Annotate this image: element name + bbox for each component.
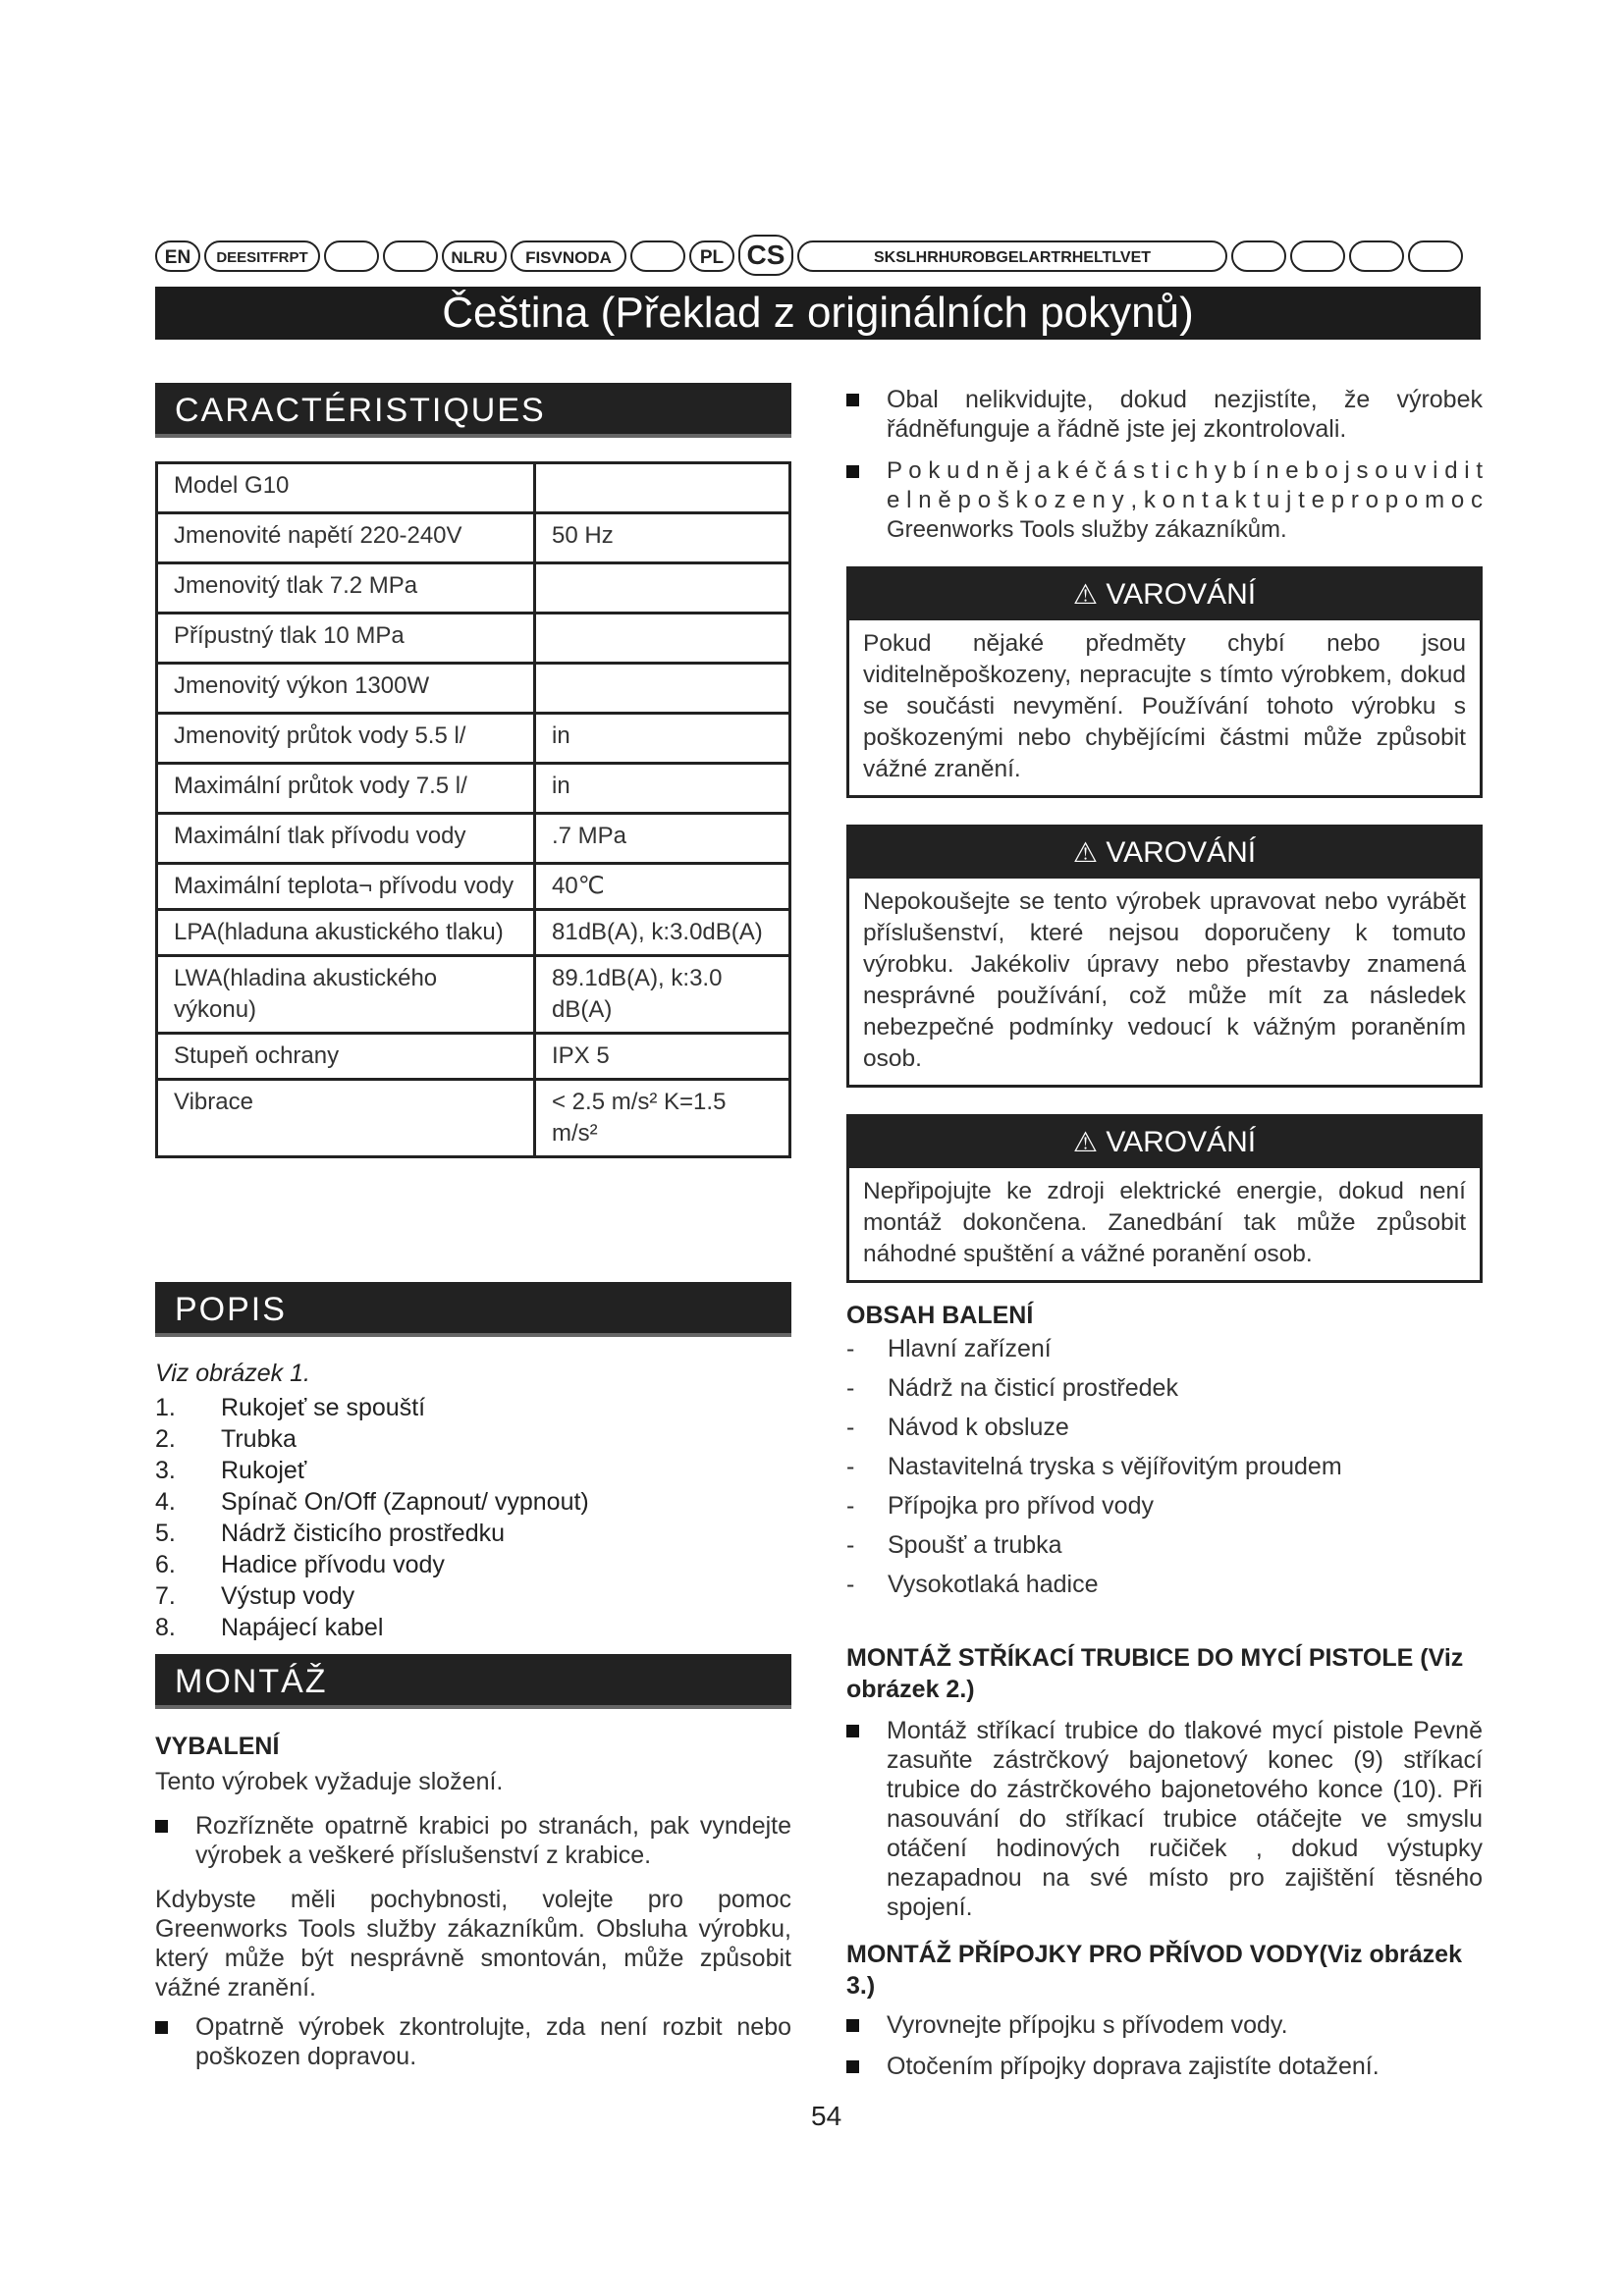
item-text: Návod k obsluze — [888, 1414, 1069, 1441]
bullet-item — [846, 2052, 1483, 2081]
table-row — [157, 764, 790, 814]
item-number: 7. — [155, 1582, 176, 1610]
spec-key: Stupeň ochrany — [157, 1034, 535, 1080]
bullet-item — [155, 1811, 791, 1870]
spec-value: 50 Hz — [535, 513, 790, 563]
list-item — [155, 1455, 589, 1486]
bullet-text: Rozřízněte opatrně krabici po stranách, pak vyndejte výrobek a veškeré příslušenství z krabice. — [195, 1812, 791, 1869]
spec-value: in — [535, 714, 790, 764]
subheading-montaz-pripojky: MONTÁŽ PŘÍPOJKY PRO PŘÍVOD VODY(Viz obrázek 3.) — [846, 1941, 1462, 2000]
list-item: - Hlavní zařízení — [846, 1335, 1342, 1374]
warning-text: Pokud nějaké předměty chybí nebo jsou viditelněpoškozeny, nepracujte s tímto výrobkem, dokud se součásti nevymění. Používání tohoto výrobku s poškozenými nebo chybějícími částmi může způsobit vážné zranění. — [863, 630, 1466, 782]
language-bar — [155, 240, 1481, 276]
list-item: - Přípojka pro přívod vody — [846, 1492, 1342, 1531]
specifications-table — [155, 461, 791, 1158]
lang-pill-empty — [1408, 240, 1463, 272]
item-text: Rukojeť — [221, 1457, 307, 1484]
warning-triangle-icon: ⚠ — [1072, 837, 1098, 868]
lang-pill-empty — [1349, 240, 1404, 272]
table-row — [157, 956, 790, 1034]
list-item: - Nádrž na čisticí prostředek — [846, 1374, 1342, 1414]
spec-key: LPA(hladuna akustického tlaku) — [157, 910, 535, 956]
bullet-text: Montáž stříkací trubice do tlakové mycí pistole Pevně zasuňte zástrčkový bajonetový konec (9) stříkací trubice do zástrčkového bajonetového konce (10). Při nasouvání do stříkací trubice otáčejte ve smyslu otáčení hodinových ručiček , dokud výstupky nezapadnou na své místo pro zajištění těsného spojení. — [887, 1717, 1483, 1921]
list-item — [155, 1612, 589, 1643]
item-text: Přípojka pro přívod vody — [888, 1492, 1154, 1520]
warning-box — [846, 566, 1483, 798]
spec-value: 40℃ — [535, 864, 790, 910]
bullet-item — [846, 385, 1483, 444]
warning-text: Nepřipojujte ke zdroji elektrické energie, dokud není montáž dokončena. Zanedbání tak může způsobit náhodné spuštění a vážné poranění osob. — [863, 1178, 1466, 1267]
lang-pill-fi-sv-no-da: FISVNODA — [511, 240, 626, 272]
lang-pill-en: EN — [155, 240, 200, 272]
list-item — [155, 1392, 589, 1423]
table-row — [157, 463, 790, 513]
bullet-square-icon — [846, 2060, 859, 2073]
package-contents-list — [846, 1335, 1342, 1610]
list-item: - Spoušť a trubka — [846, 1531, 1342, 1571]
spec-key: Jmenovitý průtok vody 5.5 l/ — [157, 714, 535, 764]
warning-text: Nepokoušejte se tento výrobek upravovat nebo vyrábět příslušenství, které nejsou doporučeny k tomuto výrobku. Jakékoliv úpravy nebo přestavby znamená nesprávné používání, což může mít za následek nebezpečné podmínky vedoucí k vážným poraněním osob. — [863, 888, 1466, 1072]
item-number: 2. — [155, 1425, 176, 1453]
warning-box — [846, 1114, 1483, 1283]
item-text: Výstup vody — [221, 1582, 355, 1610]
list-item — [155, 1423, 589, 1455]
spec-key: Jmenovitý tlak 7.2 MPa — [157, 563, 535, 614]
table-row — [157, 664, 790, 714]
list-item — [155, 1518, 589, 1549]
section-heading-montaz: MONTÁŽ — [155, 1654, 791, 1709]
spec-key: Vibrace — [157, 1080, 535, 1157]
table-row — [157, 563, 790, 614]
table-row — [157, 1034, 790, 1080]
warning-triangle-icon: ⚠ — [1072, 1127, 1098, 1157]
item-number: 1. — [155, 1394, 176, 1421]
spec-key: Maximální tlak přívodu vody — [157, 814, 535, 864]
spec-value: < 2.5 m/s² K=1.5 m/s² — [535, 1080, 790, 1157]
bullet-item — [846, 2010, 1483, 2040]
warning-title: VAROVÁNÍ — [1106, 578, 1257, 611]
bullet-text: Vyrovnejte přípojku s přívodem vody. — [887, 2011, 1288, 2039]
list-item: - Vysokotlaká hadice — [846, 1571, 1342, 1610]
section-heading-popis: POPIS — [155, 1282, 791, 1337]
subheading-montaz-trubice: MONTÁŽ STŘÍKACÍ TRUBICE DO MYCÍ PISTOLE (Viz obrázek 2.) — [846, 1644, 1464, 1703]
spec-value — [535, 563, 790, 614]
lang-pill-empty — [1290, 240, 1345, 272]
warning-header — [849, 569, 1480, 620]
table-row — [157, 1080, 790, 1157]
item-text: Nastavitelná tryska s vějířovitým proudem — [888, 1453, 1342, 1480]
parts-list — [155, 1392, 589, 1643]
item-text: Hadice přívodu vody — [221, 1551, 445, 1578]
warning-title: VAROVÁNÍ — [1106, 836, 1257, 869]
spec-key: LWA(hladina akustického výkonu) — [157, 956, 535, 1034]
item-text: Nádrž čisticího prostředku — [221, 1520, 506, 1547]
bullet-text: P o k u d n ě j a k é č á s t i c h y b í n e b o j s o u v i d i t e l n ě p o š k o z e n y , k o n t a k t u j t e p r o p o m o c Greenworks Tools služby zákazníkům. — [887, 457, 1483, 543]
bullet-text: Opatrně výrobek zkontrolujte, zda není rozbit nebo poškozen dopravou. — [195, 2013, 791, 2070]
bullet-item — [155, 2012, 791, 2071]
bullet-square-icon — [846, 465, 859, 478]
page-number: 54 — [811, 2101, 842, 2131]
spec-key: Maximální teplota¬ přívodu vody — [157, 864, 535, 910]
warning-box — [846, 825, 1483, 1088]
subheading-vybaleni: VYBALENÍ — [155, 1733, 280, 1760]
list-item — [155, 1486, 589, 1518]
table-row — [157, 714, 790, 764]
warning-triangle-icon: ⚠ — [1072, 579, 1098, 610]
table-row — [157, 513, 790, 563]
item-text: Rukojeť se spouští — [221, 1394, 426, 1421]
bullet-square-icon — [155, 1820, 168, 1833]
item-number: 3. — [155, 1457, 176, 1484]
bullet-square-icon — [846, 2019, 859, 2032]
table-row — [157, 614, 790, 664]
spec-value — [535, 664, 790, 714]
spec-value: .7 MPa — [535, 814, 790, 864]
warning-header — [849, 1117, 1480, 1168]
item-number: 6. — [155, 1551, 176, 1578]
lang-pill-empty — [324, 240, 379, 272]
lang-pill-cs: CS — [738, 235, 793, 276]
spec-value — [535, 463, 790, 513]
item-text: Nádrž na čisticí prostředek — [888, 1374, 1178, 1402]
table-row — [157, 910, 790, 956]
lang-pill-pl: PL — [689, 240, 734, 272]
figure-reference: Viz obrázek 1. — [155, 1360, 310, 1387]
bullet-square-icon — [155, 2021, 168, 2034]
table-row — [157, 814, 790, 864]
spec-value — [535, 614, 790, 664]
list-item: - Návod k obsluze — [846, 1414, 1342, 1453]
bullet-square-icon — [846, 1725, 859, 1737]
list-item: - Nastavitelná tryska s vějířovitým proudem — [846, 1453, 1342, 1492]
item-number: 8. — [155, 1614, 176, 1641]
lang-pill-empty — [383, 240, 438, 272]
spec-value: IPX 5 — [535, 1034, 790, 1080]
lang-pill-nl-ru: NLRU — [442, 240, 507, 272]
lang-pill-other-languages: SKSLHRHUROBGELARTRHELTLVET — [797, 240, 1227, 272]
bullet-text: Obal nelikvidujte, dokud nezjistíte, že výrobek řádněfunguje a řádně jste jej zkontrolovali. — [887, 386, 1483, 443]
bullet-item — [846, 456, 1483, 545]
spec-key: Jmenovitý výkon 1300W — [157, 664, 535, 714]
lang-pill-empty — [1231, 240, 1286, 272]
table-row — [157, 864, 790, 910]
bullet-square-icon — [846, 394, 859, 406]
spec-key: Jmenovité napětí 220-240V — [157, 513, 535, 563]
item-number: 5. — [155, 1520, 176, 1547]
bullet-text: Otočením přípojky doprava zajistíte dotažení. — [887, 2053, 1380, 2080]
item-text: Vysokotlaká hadice — [888, 1571, 1099, 1598]
warning-title: VAROVÁNÍ — [1106, 1126, 1257, 1158]
spec-key: Přípustný tlak 10 MPa — [157, 614, 535, 664]
bullet-item — [846, 1716, 1483, 1922]
warning-header — [849, 828, 1480, 879]
spec-key: Maximální průtok vody 7.5 l/ — [157, 764, 535, 814]
item-number: 4. — [155, 1488, 176, 1516]
item-text: Spínač On/Off (Zapnout/ vypnout) — [221, 1488, 589, 1516]
lang-pill-empty — [630, 240, 685, 272]
section-heading-caracteristiques: CARACTÉRISTIQUES — [155, 383, 791, 438]
subheading-obsah-baleni: OBSAH BALENÍ — [846, 1302, 1034, 1329]
item-text: Napájecí kabel — [221, 1614, 384, 1641]
list-item — [155, 1580, 589, 1612]
spec-value: 81dB(A), k:3.0dB(A) — [535, 910, 790, 956]
item-text: Hlavní zařízení — [888, 1335, 1052, 1362]
support-paragraph: Kdybyste měli pochybnosti, volejte pro pomoc Greenworks Tools služby zákazníkům. Obsluha výrobku, který může být nesprávně smontován, může způsobit vážné zranění. — [155, 1886, 791, 2002]
vybaleni-text: Tento výrobek vyžaduje složení. — [155, 1768, 504, 1795]
spec-value: in — [535, 764, 790, 814]
lang-pill-de-es-it-fr-pt: DEESITFRPT — [204, 240, 320, 272]
page-title: Čeština (Překlad z originálních pokynů) — [155, 287, 1481, 340]
list-item — [155, 1549, 589, 1580]
spec-value: 89.1dB(A), k:3.0 dB(A) — [535, 956, 790, 1034]
item-text: Spoušť a trubka — [888, 1531, 1062, 1559]
spec-key: Model G10 — [157, 463, 535, 513]
item-text: Trubka — [221, 1425, 297, 1453]
